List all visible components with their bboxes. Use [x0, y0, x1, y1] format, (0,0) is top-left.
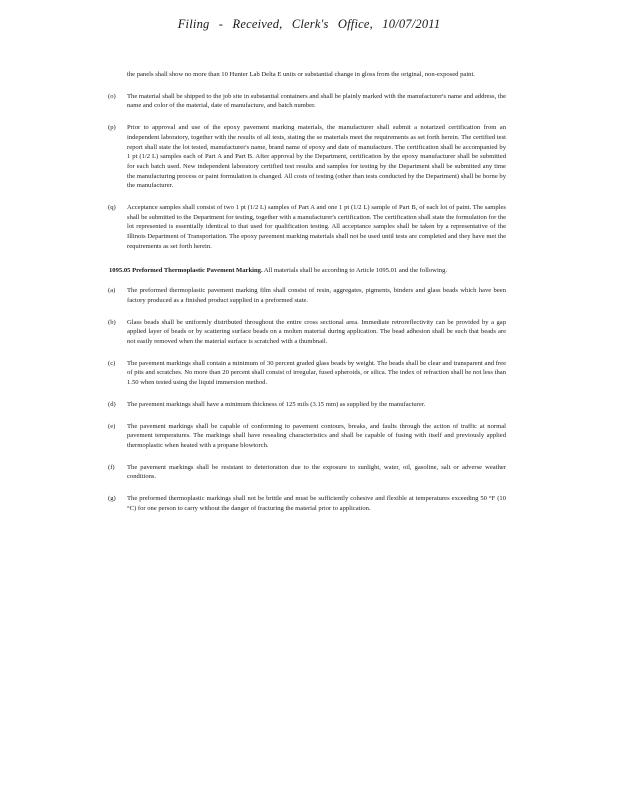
section-1095-05: [89, 266, 506, 276]
item-letter: (c): [108, 359, 116, 367]
item-letter: (q): [108, 204, 116, 212]
item-letter: (f): [108, 463, 115, 471]
item-text: The material shall be shipped to the job site in substantial containers and shall be plainly marked with the manufacturer's name and address, the name and color of the material, date of manufacture, and batch number.: [127, 92, 506, 110]
list-item-f: [108, 463, 506, 482]
section-number: 1095.05: [109, 266, 131, 274]
item-letter: (e): [108, 422, 116, 430]
list-item-d: [108, 400, 506, 410]
list-item-o: [108, 92, 506, 111]
section-title: Preformed Thermoplastic Pavement Marking.: [132, 266, 263, 274]
list-item-q: [108, 203, 506, 252]
item-text: The pavement markings shall be capable of conforming to pavement contours, breaks, and faults through the action of traffic at normal pavement temperatures. The markings shall have resealing characteristics and shall be capable of fusing with itself and previously applied thermoplastic when heated with a propane blowtorch.: [127, 422, 506, 449]
item-text: Prior to approval and use of the epoxy pavement marking materials, the manufacturer shall submit a notarized certification from an independent laboratory, together with the results of all tests, stating the se materials meet the requirements as set forth herein. The certified test report shall state the lot tested, manufacturer's name, brand name of epoxy and date of manufacture. The certification shall be accompanied by 1 pt (1/2 L) samples each of Part A and Part B. After approval by the Department, certification by the epoxy manufacturer shall be submitted for each batch used. New independent laboratory certified test results and samples for testing by the Department shall be submitted any time the manufacturing process or paint formulation is changed. All costs of testing (other than tests conducted by the Department) shall be borne by the manufacturer.: [127, 124, 506, 190]
document-body: [0, 70, 618, 514]
item-letter: (a): [108, 287, 116, 295]
section-text: All materials shall be according to Article 1095.01 and the following.: [263, 266, 448, 274]
item-letter: (b): [108, 318, 116, 326]
list-item-p: [108, 123, 506, 191]
list-item-e: [108, 422, 506, 451]
list-item-b: [108, 318, 506, 347]
item-text: The preformed thermoplastic pavement marking film shall consist of resin, aggregates, pigments, binders and glass beads which have been factory produced as a finished product supplied in a preformed state.: [127, 287, 506, 304]
item-text: The pavement markings shall be resistant to deterioration due to the exposure to sunlight, water, oil, gasoline, salt or adverse weather conditions.: [127, 463, 506, 481]
item-letter: (d): [108, 400, 116, 408]
item-text: The preformed thermoplastic markings shall not be brittle and must be sufficiently cohesive and flexible at temperatures exceeding 50 °F (10 °C) for one person to carry without the danger of fracturing the material prior to application.: [127, 495, 506, 512]
item-letter: (o): [108, 92, 116, 100]
item-text: Glass beads shall be uniformly distributed throughout the entire cross sectional area. Immediate retroreflectivity can be provided by a gap applied layer of beads or by scattering surface beads on a molten material during application. The bead adhesion shall be such that beads are not easily removed when the material surface is scratched with a thumbnail.: [127, 318, 506, 346]
item-text: The pavement markings shall have a minimum thickness of 125 mils (3.15 mm) as supplied by the manufacturer.: [127, 400, 426, 408]
item-letter: (g): [108, 495, 116, 503]
list-item-a: [108, 286, 506, 305]
list-item-c: [108, 359, 506, 388]
continuation-paragraph: the panels shall show no more than 10 Hunter Lab Delta E units or substantial change in gloss from the original, non-exposed paint.: [127, 71, 475, 78]
item-text: Acceptance samples shall consist of two 1 pt (1/2 L) samples of Part A and one 1 pt (1/2 L) sample of Part B, of each lot of paint. The samples shall be submitted to the Department for testing, together with a manufacturer's certification. The certification shall state the formulation for the lot represented is essentially identical to that used for qualification testing. All acceptance samples shall be taken by a representative of the Illinois Department of Transportation. The epoxy pavement marking materials shall not be used until tests are completed and they have met the requirements as set forth herein.: [127, 204, 506, 250]
item-letter: (p): [108, 124, 116, 132]
list-item-g: [108, 494, 506, 513]
page-header: Filing - Received, Clerk's Office, 10/07/2011: [177, 17, 441, 31]
item-text: The pavement markings shall contain a minimum of 30 percent graded glass beads by weight. The beads shall be clear and transparent and free of pits and scratches. No more than 20 percent shall consist of irregular, fused spheroids, or silica. The index of refraction shall be not less than 1.50 when tested using the liquid immersion method.: [127, 359, 506, 387]
